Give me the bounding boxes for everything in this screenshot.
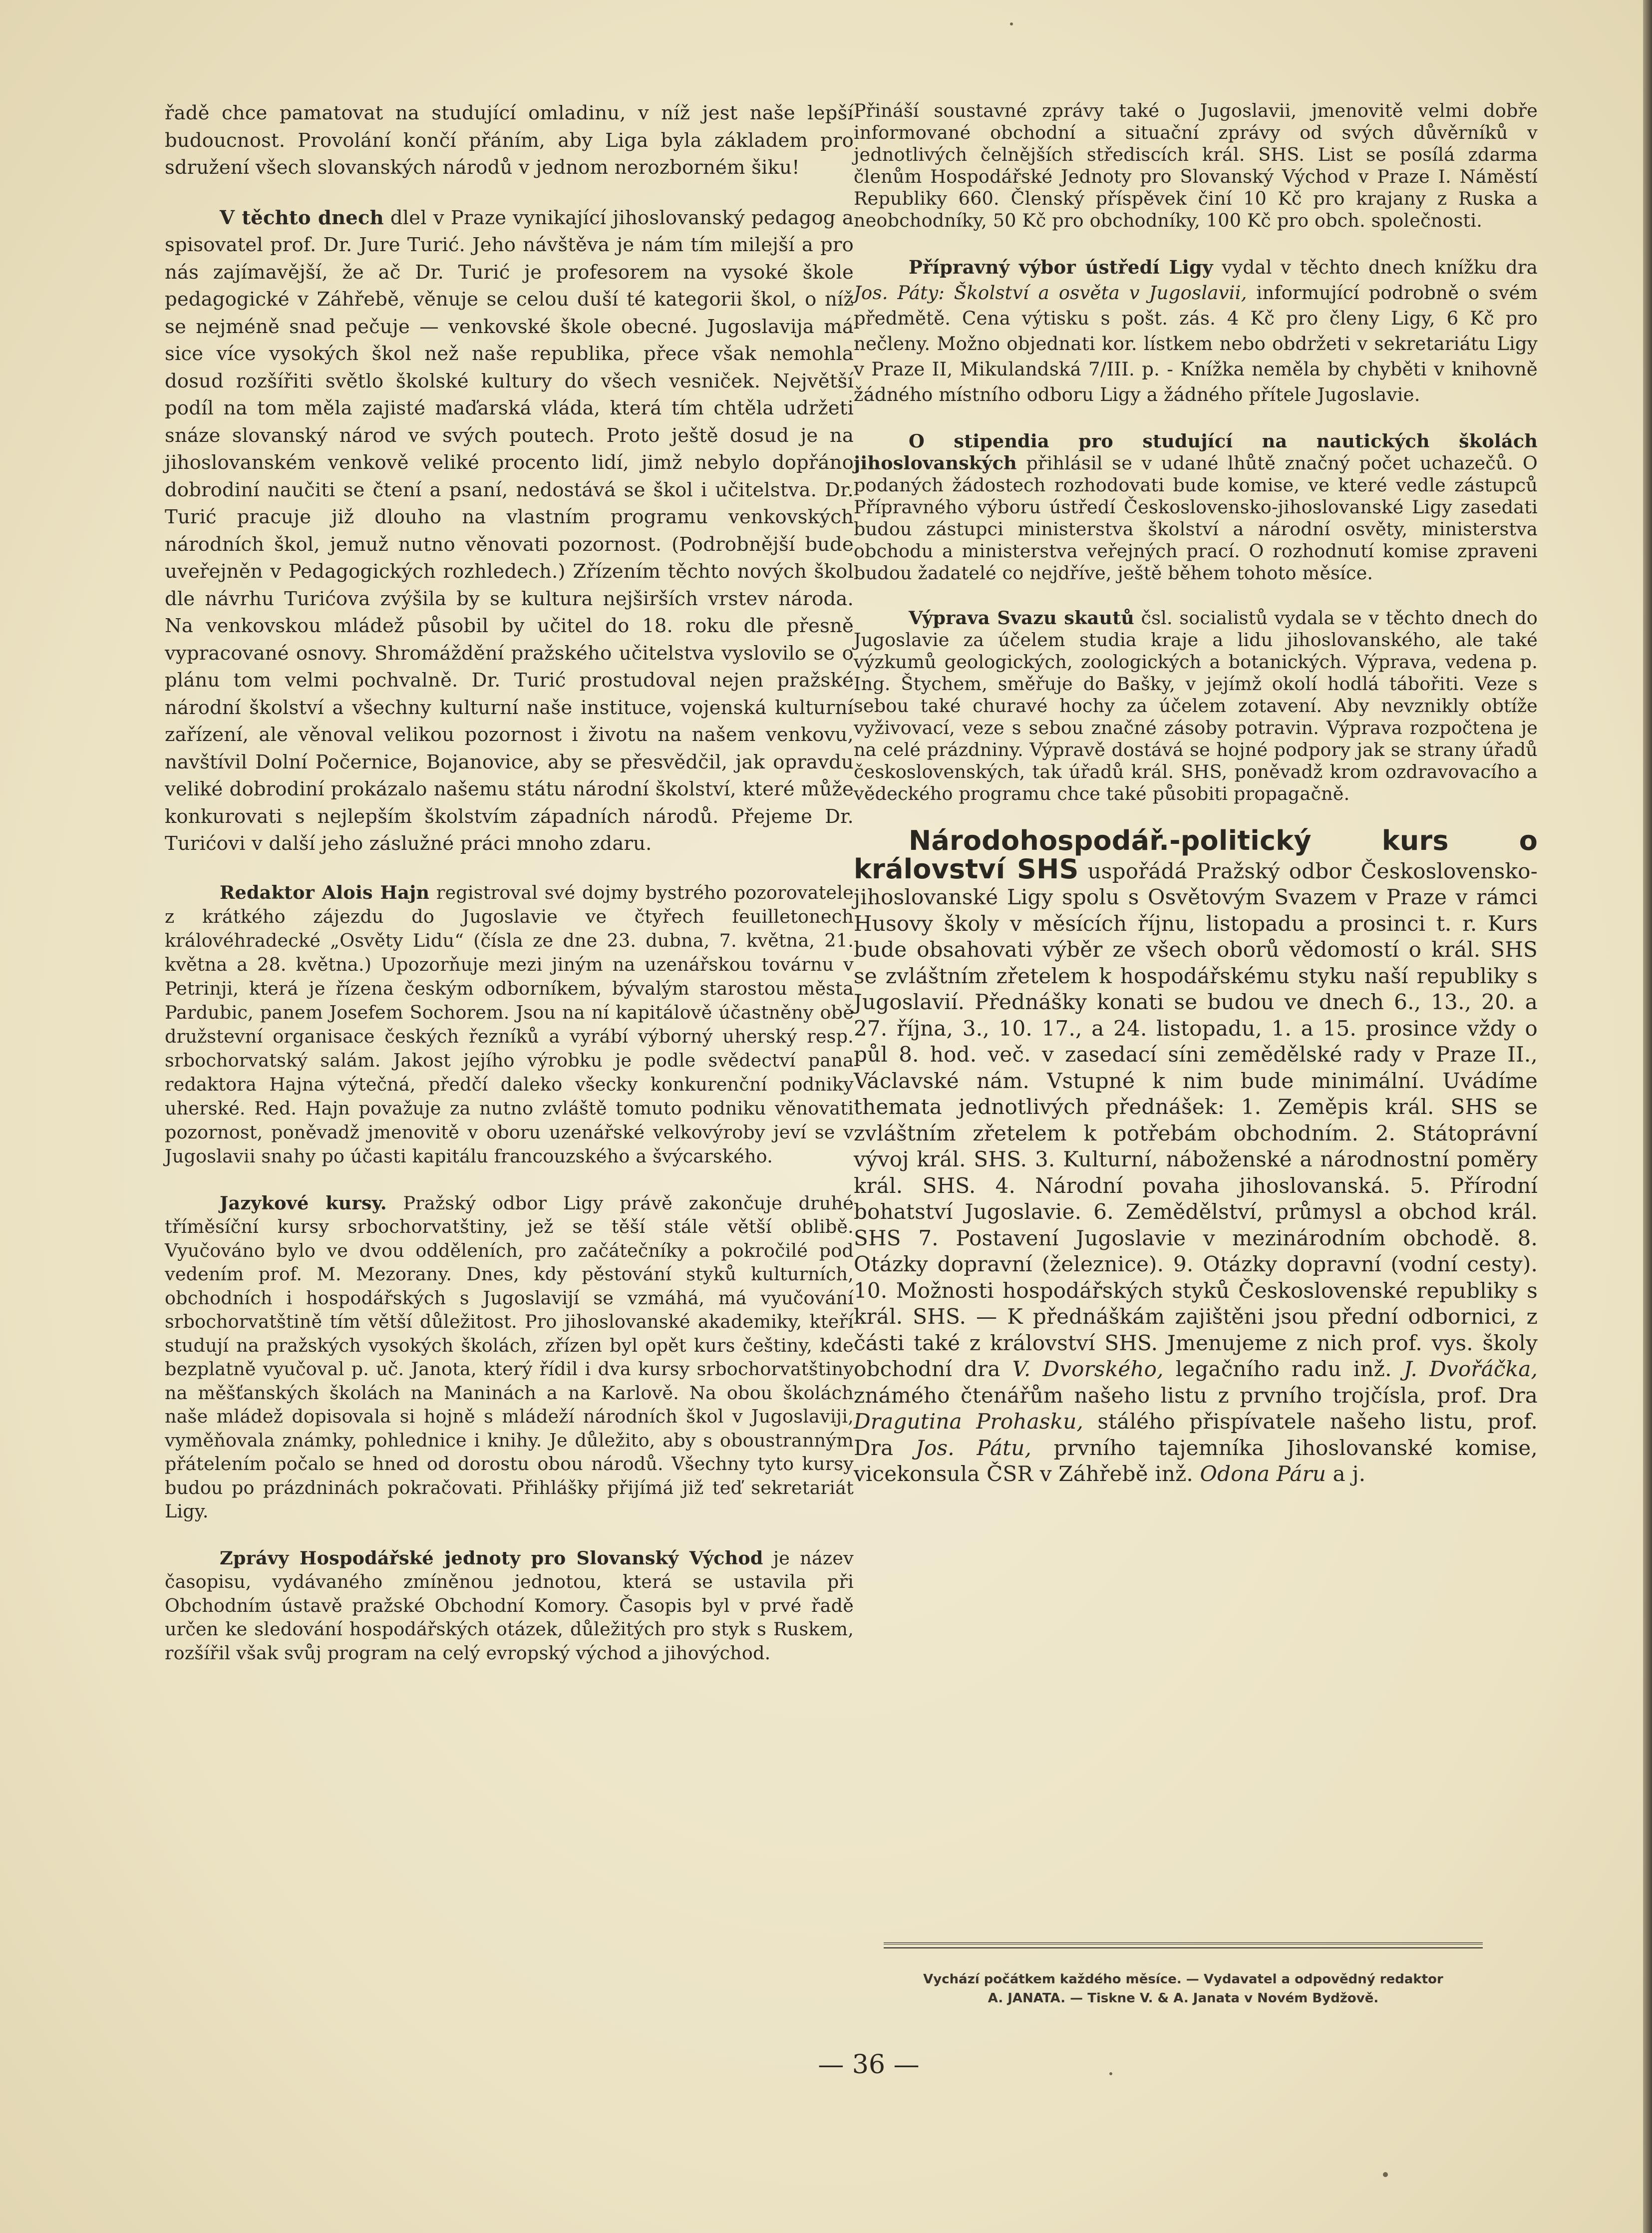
article-knizka-text-b: informující podrobně o svém předmětě. Cena výtisku s pošt. zás. 4 Kč pro členy Ligy, 6 Kč pro nečleny. Možno objednati kor. lístkem nebo obdržeti v sekretariátu Ligy v Praze II, Mikulandská 7/III. p. - Knížka neměla by chyběti v knihovně žádného místního odboru Ligy a žádného přítele Jugoslavie. <box>854 282 1538 405</box>
article-hajn-text: registroval své dojmy bystrého pozorovatele z krátkého zájezdu do Jugoslavie ve čtyřech feuilletonech královéhradecké „Osvěty Lidu“ (čísla ze dne 23. dubna, 7. května, 21. května a 28. května.) Upozorňuje mezi jiným na uzenářskou továrnu v Petrinji, která je řízena českým odborníkem, bývalým starostou města Pardubic, panem Josefem Sochorem. Jsou na ní kapitálově účastněny obě družstevní organisace českých řezníků a vyrábí výborný uherský resp. srbochorvatský salám. Jakost jejího výrobku je podle svědectví pana redaktora Hajna výtečná, předčí daleko všecky konkurenční podniky uherské. Red. Hajn považuje za nutno zvláště tomuto podniku věnovati pozornost, poněvadž jmenovitě v oboru uzenářské velkovýroby jeví se v Jugoslavii snahy po účasti kapitálu francouzského a švýcarského. <box>165 881 854 1167</box>
article-kurs-shs-text-e: prvního tajemníka Jihoslovanské komise, vicekonsula ČSR v Záhřebě inž. <box>854 1435 1538 1486</box>
article-skauti-lead: Výprava Svazu skautů <box>909 607 1135 629</box>
article-language-courses <box>165 1191 854 1523</box>
article-kurs-shs-text-c: známého čtenářům našeho listu z prvního trojčísla, prof. Dra <box>854 1383 1538 1408</box>
imprint-divider <box>884 1942 1483 1948</box>
article-language-courses-lead: Jazykové kursy. <box>220 1192 387 1214</box>
article-hajn <box>165 881 854 1168</box>
article-kurs-shs-text-d: stálého přispívatele našeho listu, prof. Dra <box>854 1409 1538 1460</box>
article-knizka-text-a: vydal v těchto dnech knížku dra <box>1213 257 1538 278</box>
article-kurs-shs-dvoracek: J. Dvořáčka, <box>1403 1357 1538 1381</box>
article-kurs-shs-lead: Národohospodář.-politický kurs o království SHS <box>854 825 1538 885</box>
article-kurs-shs <box>854 825 1538 1488</box>
article-language-courses-text: Pražský odbor Ligy právě zakončuje druhé tříměsíční kursy srbochorvatštiny, jež se těší stále větší oblibě. Vyučováno bylo ve dvou odděleních, pro začátečníky a pokročilé pod vedením prof. M. Mezorany. Dnes, kdy pěstování styků kulturních, obchodních i hospodářských s Jugoslavijí se vzmáhá, má vyučování srbochorvatštině tím větší důležitost. Pro jihoslovanské akademiky, kteří studují na pražských vysokých školách, zřízen byl opět kurs češtiny, kde bezplatně vyučoval p. uč. Janota, který řídil i dva kursy srbochorvatštiny na měšťanských školách na Maninách a na Karlově. Na obou školách naše mládež dopisovala si hojně s mládeží národních škol v Jugoslaviji, vyměňovala známky, pohlednice i knihy. Je důležito, aby s oboustranným přátelením počalo se hned od dorostu obou národů. Všechny tyto kursy budou po prázdninách pokračovati. Přihlášky přijímá již teď sekretariát Ligy. <box>165 1192 854 1522</box>
article-kurs-shs-text-f: a j. <box>1326 1462 1366 1486</box>
article-kurs-shs-prohaska: Dragutina Prohasku, <box>854 1409 1084 1434</box>
right-column <box>854 100 1538 1488</box>
left-column <box>165 100 854 1665</box>
paper-speck <box>1010 22 1013 25</box>
paper-speck <box>1383 2172 1388 2177</box>
article-liga-intro: řadě chce pamatovat na studující omladinu, v níž jest naše lepší budoucnost. Provolání končí přáním, aby Liga byla základem pro sdružení všech slovanských národů v jednom nerozborném šiku! <box>165 102 854 179</box>
article-knizka-title: Jos. Páty: Školství a osvěta v Jugoslavii, <box>854 282 1247 304</box>
article-kurs-shs-dvorsky: V. Dvorského, <box>1012 1357 1164 1381</box>
article-zpravy-lead: Zprávy Hospodářské jednoty pro Slovanský Východ <box>220 1547 763 1569</box>
imprint <box>879 1970 1488 2008</box>
page-number: — 36 — <box>818 2050 920 2080</box>
article-turic <box>165 205 854 858</box>
article-turic-lead: V těchto dnech <box>220 206 384 229</box>
article-kurs-shs-para: Odona Páru <box>1200 1462 1326 1486</box>
article-stipendia-lead: O stipendia pro studující na nautických školách jihoslovanských <box>854 430 1538 474</box>
article-stipendia <box>854 430 1538 584</box>
paper-speck <box>1109 2072 1112 2075</box>
article-turic-text: dlel v Praze vynikající jihoslovanský pedagog a spisovatel prof. Dr. Jure Turić. Jeho návštěva je nám tím milejší a pro nás zajímavější, že ač Dr. Turić je profesorem na vysoké škole pedagogické v Záhřebě, věnuje se celou duší té kategorii škol, o níž se nejméně snad pečuje — venkovské škole obecné. Jugoslavija má sice více vysokých škol než naše republika, přece však nemohla dosud rozšířiti světlo školské kultury do všech vesniček. Největší podíl na tom měla zajisté maďarská vláda, která tím chtěla udržeti snáze slovanský národ ve svých poutech. Proto ještě dosud je na jihoslovanském venkově veliké procento lidí, jimž nebylo dopřáno dobrodiní naučiti se čtení a psaní, nedostává se škol i učitelstva. Dr. Turić pracuje již dlouho na vlastním programu venkovských národních škol, jemuž nutno věnovati pozornost. (Podrobnější bude uveřejněn v Pedagogických rozhledech.) Zřízením těchto nových škol dle návrhu Turićova zvýšila by se kultura nejširších vrstev národa. Na venkovskou mládež působil by učitel do 18. roku dle přesně vypracované osnovy. Shromáždění pražského učitelstva vyslovilo se o plánu tom velmi pochvalně. Dr. Turić prostudoval nejen pražské národní školství a všechny kulturní naše instituce, vojenská kulturní zařízení, ale věnoval velikou pozornost i životu na našem venkovu, navštívil Dolní Počernice, Bojanovice, aby se přesvědčil, jak opravdu veliké dobrodiní prokázalo našemu státu národní školství, které může konkurovati s nejlepším školstvím západních národů. Přejeme Dr. Turićovi v další jeho záslužné práci mnoho zdaru. <box>165 206 854 855</box>
binding-edge <box>1643 0 1652 2233</box>
article-zpravy <box>165 1546 854 1665</box>
article-kurs-shs-text-a: uspořádá Pražský odbor Československo-jihoslovanské Ligy spolu s Osvětovým Svazem v Praze v rámci Husovy školy v měsících říjnu, listopadu a prosinci t. r. Kurs bude obsahovati výběr ze všech oborů vědomostí o král. SHS se zvláštním zřetelem k hospodářskému styku naší republiky s Jugoslavií. Přednášky konati se budou ve dnech 6., 13., 20. a 27. října, 3., 10. 17., a 24. listopadu, 1. a 15. prosince vždy o půl 8. hod. več. v zasedací síni zemědělské rady v Praze II., Václavské nám. Vstupné k nim bude minimální. Uvádíme themata jednotlivých přednášek: 1. Zeměpis král. SHS se zvláštním zřetelem k potřebám obchodním. 2. Státoprávní vývoj král. SHS. 3. Kulturní, náboženské a národnostní poměry král. SHS. 4. Národní povaha jihoslovanská. 5. Přírodní bohatství Jugoslavie. 6. Zemědělství, průmysl a obchod král. SHS 7. Postavení Jugoslavie v mezinárodním obchodě. 8. Otázky dopravní (železnice). 9. Otázky dopravní (vodní cesty). 10. Možnosti hospodářských styků Československé republiky s král. SHS. — K přednáškám zajištěni jsou přední odbornici, z části také z království SHS. Jmenujeme z nich prof. vys. školy obchodní dra <box>854 858 1538 1381</box>
article-knizka <box>854 255 1538 407</box>
article-hajn-lead: Redaktor Alois Hajn <box>220 881 430 903</box>
imprint-line-1: Vychází počátkem každého měsíce. — Vydavatel a odpovědný redaktor <box>923 1972 1443 1987</box>
article-skauti-text: čsl. socialistů vydala se v těchto dnech do Jugoslavie za účelem studia kraje a lidu jihoslovanského, ale také výzkumů geologických, zoologických a botanických. Výprava, vedena p. Ing. Štychem, směřuje do Bašky, v jejímž okolí hodlá tábořiti. Veze s sebou také churavé hochy za účelem zotavení. Aby nevznikly obtíže vyživovací, veze s sebou značné zásoby potravin. Výprava rozpočtena je na celé prázdniny. Výpravě dostává se hojné podpory jak se strany úřadů československých, tak úřadů král. SHS, poněvadž krom ozdravovacího a vědeckého programu chce také působiti propagačně. <box>854 607 1538 804</box>
imprint-line-2: A. JANATA. — Tiskne V. & A. Janata v Novém Bydžově. <box>988 1991 1379 2006</box>
article-knizka-lead: Přípravný výbor ústředí Ligy <box>909 256 1213 278</box>
article-kurs-shs-pata: Jos. Pátu, <box>915 1435 1032 1460</box>
article-zpravy-cont: Přináší soustavné zprávy také o Jugoslavii, jmenovitě velmi dobře informované obchodní a situační zprávy od svých důvěrníků v jednotlivých čelnějších střediscích král. SHS. List se posílá zdarma členům Hospodářské Jednoty pro Slovanský Východ v Praze I. Náměstí Republiky 660. Členský příspěvek činí 10 Kč pro krajany z Ruska a neobchodníky, 50 Kč pro obchodníky, 100 Kč pro obch. společnosti. <box>854 100 1538 231</box>
article-kurs-shs-text-b: legačního radu inž. <box>1163 1357 1404 1381</box>
article-stipendia-text: přihlásil se v udané lhůtě značný počet uchazečů. O podaných žádostech rozhodovati bude komise, ve které vedle zástupců Přípravného výboru ústředí Československo-jihoslovanské Ligy zasedati budou zástupci ministerstva školství a národní osvěty, ministerstva obchodu a ministerstva veřejných prací. O rozhodnutí komise zpraveni budou žadatelé co nejdříve, ještě během tohoto měsíce. <box>854 452 1538 584</box>
article-skauti <box>854 607 1538 805</box>
article-zpravy-text: je název časopisu, vydávaného zmíněnou jednotou, která se ustavila při Obchodním ústavě pražské Obchodní Komory. Časopis byl v prvé řadě určen ke sledování hospodářských otázek, důležitých pro styk s Ruskem, rozšířil však svůj program na celý evropský východ a jihovýchod. <box>165 1547 854 1664</box>
